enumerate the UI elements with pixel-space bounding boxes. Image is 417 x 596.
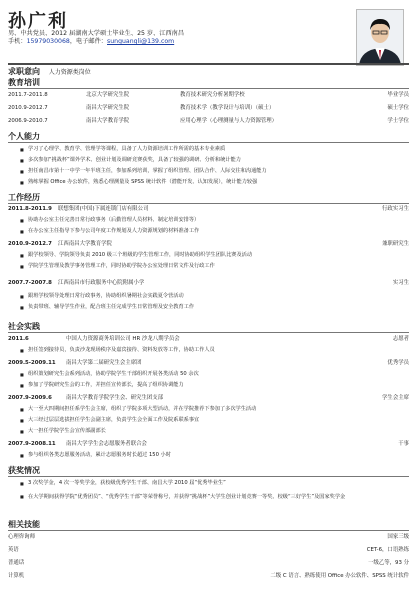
contact-line (8, 38, 348, 46)
job-duty: ■ 学院学生管理及教学事务管理工作，同时协助学院办公室处理日常文件及行政工作 (28, 263, 409, 270)
skill-value: CET-6，口语熟练 (366, 547, 409, 553)
edu-date: 2011.7-2011.8 (8, 92, 48, 98)
social-detail: ■ 担任签到接待员，负责沙龙现场秩序及嘉宾接待、资料发放等工作，协助工作人员 (28, 347, 409, 354)
section-intent (8, 66, 409, 77)
phone-label: 手机： (8, 38, 27, 46)
social-detail: ■ 参与组织各类志愿服务活动，累计志愿服务时长超过 150 小时 (28, 452, 409, 459)
skill-value: 二级 C 语言、熟练使用 Office 办公软件、SPSS 统计软件 (270, 573, 409, 579)
social-role: 学生会主席 (382, 395, 409, 401)
section-ability: 个人能力 (8, 132, 40, 141)
section-social: 社会实践 (8, 322, 40, 331)
award-item: ■ 3 次奖学金，4 次一等奖学金，获校级优秀学生干部、南昌大学 2010 届“优秀毕业生” (28, 480, 409, 487)
edu-course: 教育技术学（教学设计与培训）（硕士） (180, 105, 275, 111)
ability-item: ■ 学习了心理学、教育学、管理学等课程，具备了人力资源培训工作所需的基本专业素质 (28, 146, 409, 153)
awards-divider (8, 476, 409, 477)
skill-row (8, 560, 409, 567)
job-duty: ■ 负责带班、辅导学生作业，配合班主任完成学生日常管理及安全教育工作 (28, 304, 409, 311)
section-title-intent: 求职意向 (8, 67, 40, 76)
job-role: 行政实习生 (382, 206, 409, 212)
job-duty: ■ 跟班学校领导处理日常行政事务，协助组织暑期社会实践夏令营活动 (28, 293, 409, 300)
social-date: 2011.6 (8, 336, 29, 342)
skill-row (8, 547, 409, 554)
phone-number: 15979030068 (26, 38, 70, 46)
job-role: 实习生 (392, 280, 409, 286)
social-detail: ■ 大三经过层层选拔担任学生会副主席，负责学生会全面工作及院系联系事宜 (28, 417, 409, 424)
social-org: 南昌大学学生会志愿服务者联合会 (66, 441, 147, 447)
skill-row (8, 573, 409, 580)
ability-item: ■ 熟练掌握 Office 办公软件，熟悉心理测量及 SPSS 统计软件（潜能开发、认知发展），统计能力较强 (28, 179, 409, 186)
experience-divider (8, 203, 409, 204)
social-detail: ■ 大一至大四期间担任系学生会主席，组织了学院多项大型活动，并在学院推荐下参加了多次学生活动 (28, 406, 409, 413)
skill-label: 计算机 (8, 573, 25, 579)
skill-label: 英语 (8, 547, 19, 553)
education-divider (8, 88, 409, 89)
social-divider (8, 332, 409, 333)
social-detail: ■ 参加了学院研究生会的工作，并担任宣传部长，提高了组织协调能力 (28, 382, 409, 389)
email-link[interactable]: sunguangli@139.com (107, 38, 175, 46)
social-role: 干事 (398, 441, 409, 447)
job-duty: ■ 协助办公室主任完善日常行政事务（后勤管理人员材料、制定培训安排等） (28, 217, 409, 224)
social-role: 志愿者 (392, 336, 409, 342)
edu-course: 教育技术研究分析暑期学校 (180, 92, 245, 98)
ability-item: ■ 多次参加“挑战杯”课外学术、创业计划及调研竞赛获奖，具备了较强的调研、分析和统计能力 (28, 157, 409, 164)
award-item: ■ 在大学期间获得学院“优秀团员”、“优秀学生干部”等荣誉称号，并获得“挑战杯”大学生创业计划竞赛一等奖、校级“三好学生”及国家奖学金 (28, 493, 409, 501)
header-divider (8, 63, 409, 65)
candidate-meta (8, 30, 348, 47)
job-duty: ■ 在办公室主任指导下参与公司年度工作规划及人力资源规划的材料准备工作 (28, 228, 409, 235)
edu-degree: 毕业学员 (387, 92, 409, 98)
job-role: 兼职研究生 (382, 241, 409, 247)
skill-label: 心理咨询师 (8, 534, 35, 540)
edu-course: 应用心理学（心理测量与人力资源管理） (180, 118, 278, 124)
candidate-info-line: 男、中共党员、2012 届湖南大学硕士毕业生、25 岁、江西南昌 (8, 30, 185, 37)
social-org: 中国人力资源商务培训公司 HR 沙龙八期学员会 (66, 336, 180, 342)
edu-degree: 硕士学位 (387, 105, 409, 111)
email-label: ，电子邮件： (69, 38, 107, 46)
edu-school: 南昌大学研究生院 (86, 105, 130, 111)
social-detail: ■ 组织策划研究生会系列活动，协助学院学生干部组织开展各类活动 50 余次 (28, 371, 409, 378)
section-education: 教育培训 (8, 78, 40, 87)
profile-photo (356, 9, 404, 66)
ability-divider (8, 142, 409, 143)
candidate-name: 孙广利 (8, 11, 68, 32)
social-date: 2007.9-2008.11 (8, 441, 56, 447)
ability-item: ■ 担任南昌市第十一中学一年半班主任，参加系列培训，掌握了组织管理、团队合作、人际交往和沟通能力 (28, 168, 409, 175)
skill-row (8, 534, 409, 541)
social-org: 南昌大学第二届研究生会主席团 (66, 360, 142, 366)
social-date: 2007.9-2009.6 (8, 395, 52, 401)
edu-school: 南昌大学教育学院 (86, 118, 130, 124)
intent-value: 人力资源类岗位 (48, 69, 91, 76)
job-date: 2010.9-2012.7 (8, 241, 52, 247)
skills-divider (8, 530, 409, 531)
edu-date: 2006.9-2010.7 (8, 118, 48, 124)
social-date: 2009.5-2009.11 (8, 360, 56, 366)
skill-value: 一级乙等，93 分 (368, 560, 409, 566)
job-org: 联想集团(中国)下属连锁门店有限公司 (58, 206, 149, 212)
skill-label: 普通话 (8, 560, 25, 566)
section-skills: 相关技能 (8, 520, 40, 529)
job-date: 2007.7-2007.8 (8, 280, 52, 286)
job-duty: ■ 跟学校领导、学院领导负责 2010 级三个班级的学生管理工作，同时协助组织学生团队比赛及活动 (28, 252, 409, 259)
edu-date: 2010.9-2012.7 (8, 105, 48, 111)
edu-degree: 学士学位 (387, 118, 409, 124)
job-org: 江西南昌市行政服务中心院附属小学 (58, 280, 145, 286)
social-role: 优秀学员 (387, 360, 409, 366)
social-org: 南昌大学教育学院学生会、研究生团支部 (66, 395, 164, 401)
skill-value: 国家三级 (387, 534, 409, 540)
job-org: 江西南昌大学教育学院 (58, 241, 112, 247)
section-experience: 工作经历 (8, 193, 40, 202)
job-date: 2011.8-2011.9 (8, 206, 52, 212)
edu-school: 北京大学研究生院 (86, 92, 130, 98)
social-detail: ■ 大一担任学院学生会宣传部副部长 (28, 428, 409, 435)
section-awards: 获奖情况 (8, 466, 40, 475)
